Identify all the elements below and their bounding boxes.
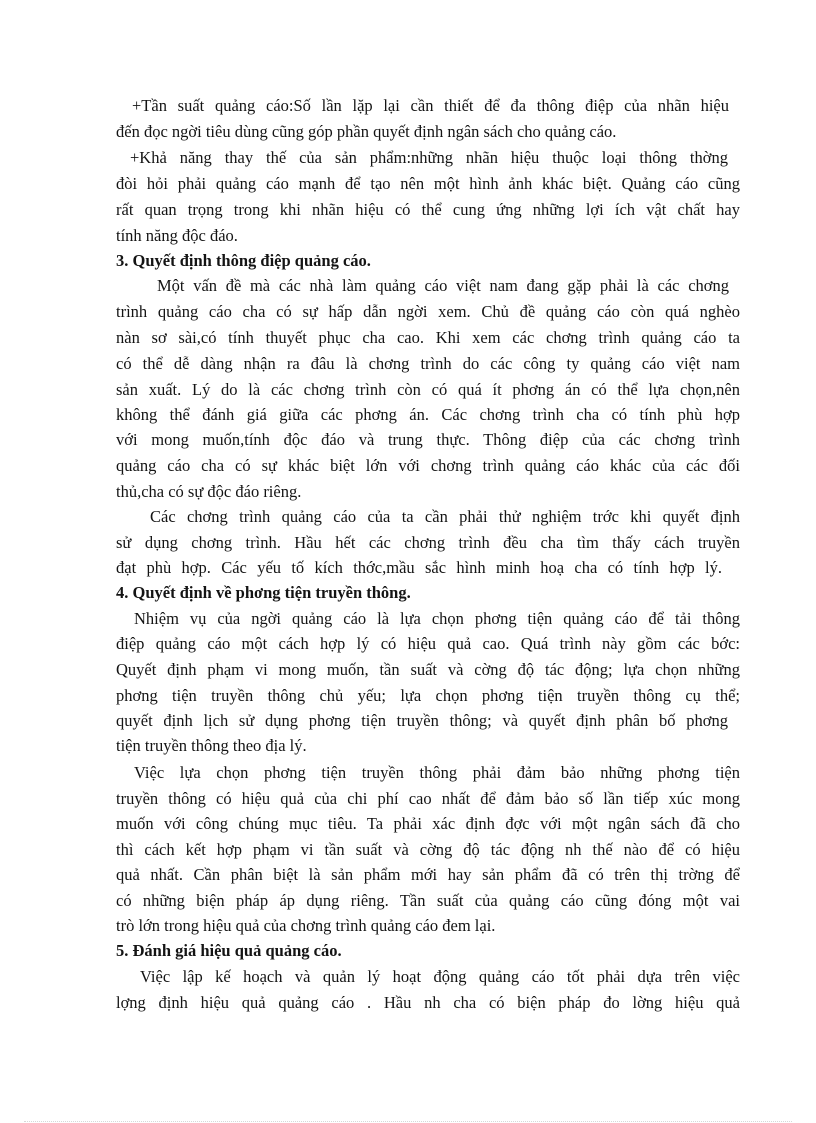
text-line: lợng định hiệu quả quảng cáo . Hầu nh cha có biện pháp đo lờng hiệu quả: [116, 993, 740, 1012]
text-line: quyết định lịch sử dụng phơng tiện truyền thông; và quyết định phân bố phơng: [116, 711, 728, 730]
text-line: sử dụng chơng trình. Hầu hết các chơng trình đều cha tìm thấy cách truyền: [116, 533, 740, 552]
text-line: quảng cáo cha có sự khác biệt lớn với chơng trình quảng cáo khác của các đối: [116, 456, 740, 475]
text-line: tiện truyền thông theo địa lý.: [116, 736, 307, 755]
section-heading-5: 5. Đánh giá hiệu quả quảng cáo.: [116, 941, 342, 960]
text-line: có những biện pháp áp dụng riêng. Tần suất của quảng cáo cũng đóng một vai: [116, 891, 740, 910]
text-line: Việc lập kế hoạch và quản lý hoạt động quảng cáo tốt phải dựa trên việc: [140, 967, 740, 986]
text-line: nàn sơ sài,có tính thuyết phục cha cao. Khi xem các chơng trình quảng cáo ta: [116, 328, 740, 347]
text-line: không thể đánh giá giữa các phơng án. Các chơng trình cha có tính phù hợp: [116, 405, 740, 424]
text-line: trình quảng cáo cha có sự hấp dẫn ngời xem. Chủ đề quảng cáo còn quá nghèo: [116, 302, 740, 321]
text-line: truyền thông có hiệu quả của chi phí cao nhất để đảm bảo số lần tiếp xúc mong: [116, 789, 740, 808]
section-heading-3: 3. Quyết định thông điệp quảng cáo.: [116, 251, 371, 270]
text-line: đạt phù hợp. Các yếu tố kích thớc,mầu sắc hình minh hoạ cha có tính hợp lý.: [116, 558, 722, 577]
text-line: thủ,cha có sự độc đáo riêng.: [116, 482, 302, 501]
text-line: tính năng độc đáo.: [116, 226, 238, 245]
section-heading-4: 4. Quyết định về phơng tiện truyền thông.: [116, 583, 411, 602]
text-line: Việc lựa chọn phơng tiện truyền thông phải đảm bảo những phơng tiện: [134, 763, 740, 782]
text-line: Các chơng trình quảng cáo của ta cần phải thử nghiệm trớc khi quyết định: [150, 507, 740, 526]
text-line: rất quan trọng trong khi nhãn hiệu có thể cung ứng những lợi ích vật chất hay: [116, 200, 740, 219]
text-line: +Tần suất quảng cáo:Số lần lặp lại cần thiết để đa thông điệp của nhãn hiệu: [132, 96, 729, 115]
text-line: trò lớn trong hiệu quả của chơng trình quảng cáo đem lại.: [116, 916, 496, 935]
page-bottom-divider: [24, 1121, 792, 1122]
text-line: quả nhất. Cần phân biệt là sản phẩm mới hay sản phẩm đã có trên thị trờng để: [116, 865, 740, 884]
text-line: có thể dễ dàng nhận ra đâu là chơng trình do các công ty quảng cáo việt nam: [116, 354, 740, 373]
text-line: thì cách kết hợp phạm vi tần suất và cờng độ tác động nh thế nào để có hiệu: [116, 840, 740, 859]
text-line: muốn với công chúng mục tiêu. Ta phải xác định đợc với một ngân sách đã cho: [116, 814, 740, 833]
text-line: phơng tiện truyền thông chủ yếu; lựa chọn phơng tiện truyền thông cụ thể;: [116, 686, 740, 705]
text-line: với mong muốn,tính độc đáo và trung thực. Thông điệp của các chơng trình: [116, 430, 740, 449]
text-line: sản xuất. Lý do là các chơng trình còn có quá ít phơng án có thể lựa chọn,nên: [116, 380, 740, 399]
text-line: Một vấn đề mà các nhà làm quảng cáo việt nam đang gặp phải là các chơng: [157, 276, 729, 295]
text-line: đến đọc ngời tiêu dùng cũng góp phần quyết định ngân sách cho quảng cáo.: [116, 122, 617, 141]
text-line: Nhiệm vụ của ngời quảng cáo là lựa chọn phơng tiện quảng cáo để tải thông: [134, 609, 740, 628]
text-line: Quyết định phạm vi mong muốn, tần suất và cờng độ tác động; lựa chọn những: [116, 660, 740, 679]
text-line: điệp quảng cáo một cách hợp lý có hiệu quả cao. Quá trình này gồm các bớc:: [116, 634, 740, 653]
text-line: +Khả năng thay thế của sản phẩm:những nhãn hiệu thuộc loại thông thờng: [130, 148, 728, 167]
text-line: đòi hỏi phải quảng cáo mạnh để tạo nên một hình ảnh khác biệt. Quảng cáo cũng: [116, 174, 740, 193]
